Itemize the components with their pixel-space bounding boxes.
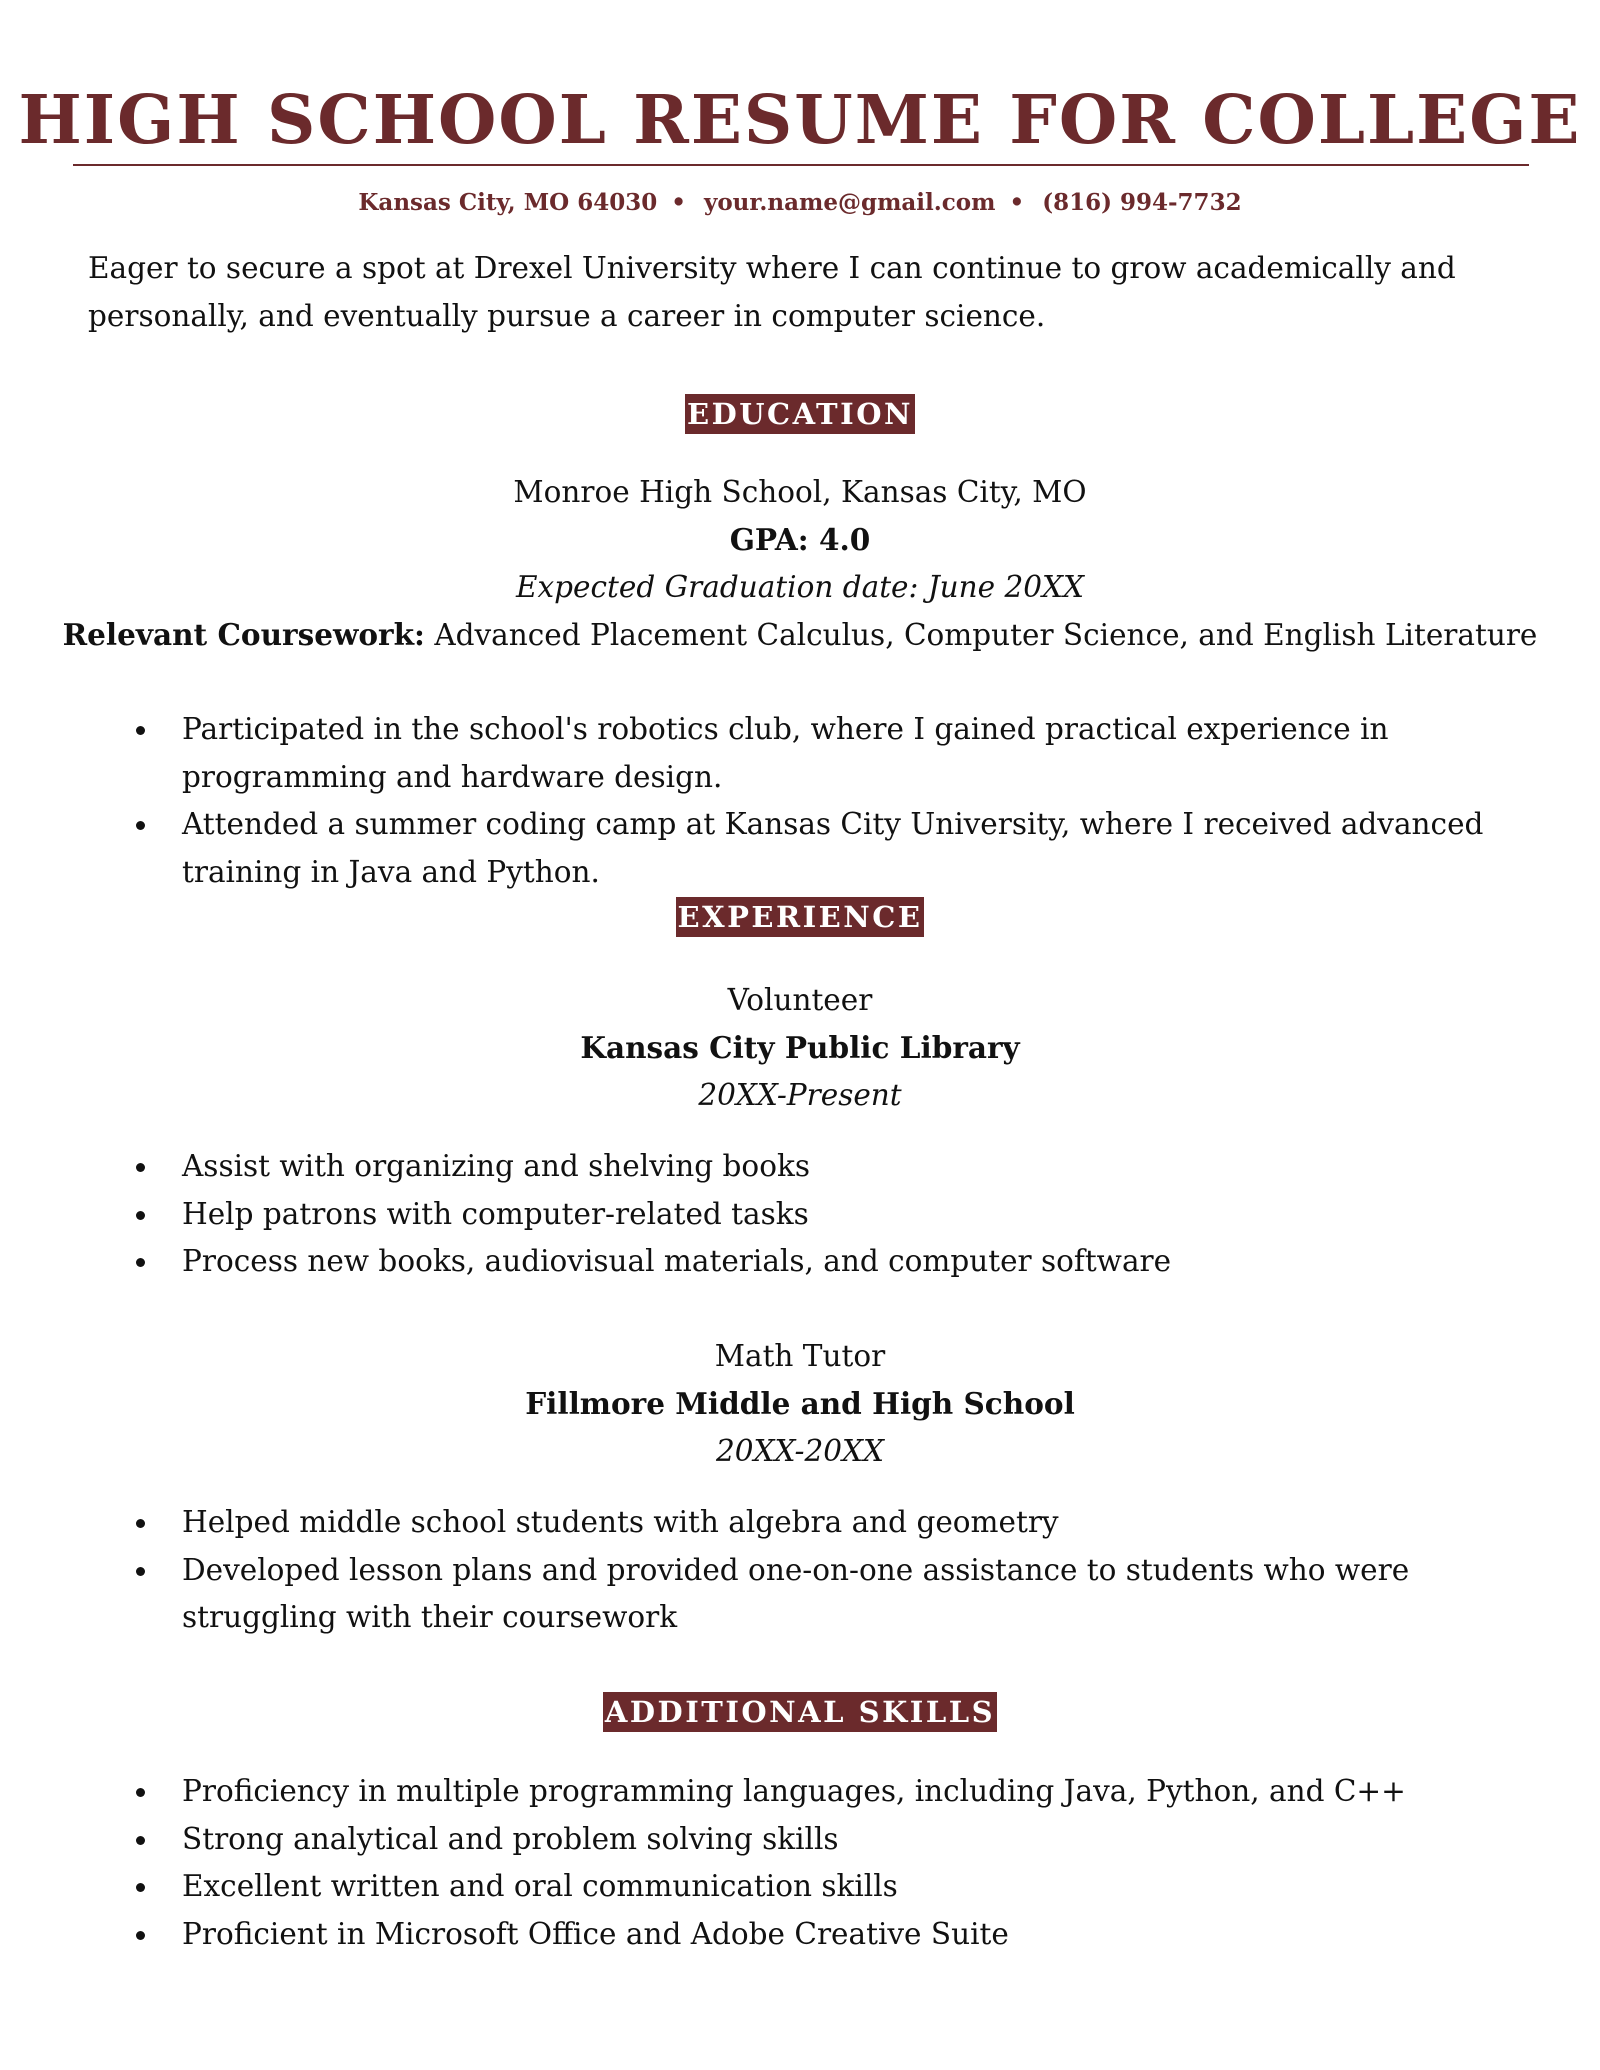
list-item: Helped middle school students with algebra and geometry [88, 1499, 1528, 1547]
contact-location: Kansas City, MO 64030 [358, 189, 658, 216]
list-item: Excellent written and oral communication skills [88, 1863, 1528, 1911]
list-item: Proficient in Microsoft Office and Adobe Creative Suite [88, 1911, 1528, 1959]
graduation-date: Expected Graduation date: June 20XX [515, 570, 1085, 604]
job-dates: 20XX-20XX [716, 1434, 884, 1468]
skills-heading [0, 1692, 1600, 1732]
gpa: GPA: 4.0 [729, 522, 871, 557]
job-bullets [88, 1143, 1528, 1286]
education-heading-label: EDUCATION [685, 394, 915, 434]
resume-title: HIGH SCHOOL RESUME FOR COLLEGE [18, 80, 1582, 159]
title-divider [73, 164, 1529, 166]
experience-heading [0, 897, 1600, 937]
job-title: Math Tutor [714, 1339, 886, 1373]
skills-bullets [88, 1768, 1528, 1958]
coursework [0, 611, 1600, 659]
contact-email[interactable]: your.name@gmail.com [703, 189, 996, 216]
job-dates: 20XX-Present [698, 1078, 902, 1112]
contact-phone[interactable]: (816) 994-7732 [1042, 189, 1242, 216]
objective-summary: Eager to secure a spot at Drexel University where I can continue to grow academically and personally, and eventually pursue a career in computer science. [88, 251, 1456, 333]
coursework-list: Advanced Placement Calculus, Computer Science, and English Literature [434, 618, 1538, 652]
experience-heading-label: EXPERIENCE [676, 897, 925, 937]
list-item: Assist with organizing and shelving books [88, 1143, 1528, 1191]
list-item: Attended a summer coding camp at Kansas City University, where I received advanced training in Java and Python. [88, 801, 1528, 896]
list-item: Process new books, audiovisual materials, and computer software [88, 1238, 1528, 1286]
job-organization: Fillmore Middle and High School [525, 1386, 1075, 1421]
contact-separator: • [1009, 189, 1025, 216]
school-name: Monroe High School, Kansas City, MO [513, 475, 1087, 509]
contact-line [0, 187, 1600, 219]
contact-separator: • [671, 189, 686, 216]
list-item: Participated in the school's robotics club, where I gained practical experience in programming and hardware design. [88, 706, 1528, 801]
coursework-label: Relevant Coursework: [62, 617, 425, 652]
list-item: Help patrons with computer-related tasks [88, 1191, 1528, 1239]
education-bullets [88, 706, 1528, 896]
job-organization: Kansas City Public Library [580, 1030, 1020, 1065]
list-item: Developed lesson plans and provided one-on-one assistance to students who were struggling with their coursework [88, 1547, 1528, 1642]
list-item: Strong analytical and problem solving skills [88, 1816, 1528, 1864]
skills-heading-label: ADDITIONAL SKILLS [603, 1692, 997, 1732]
job-bullets [88, 1499, 1528, 1642]
education-heading [0, 394, 1600, 434]
list-item: Proficiency in multiple programming languages, including Java, Python, and C++ [88, 1768, 1528, 1816]
job-title: Volunteer [727, 983, 873, 1017]
